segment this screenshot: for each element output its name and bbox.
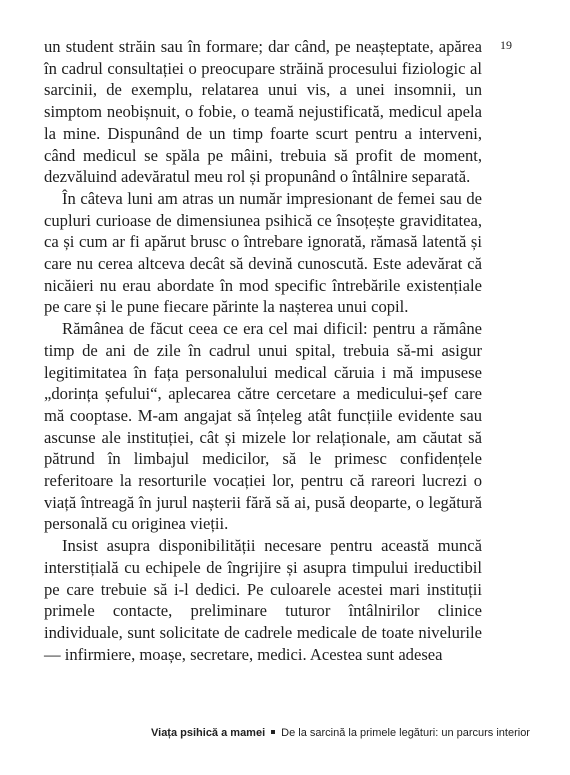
footer-subtitle: De la sarcină la primele legături: un parcurs interior (281, 727, 530, 739)
body-text (44, 36, 482, 665)
paragraph: În câteva luni am atras un număr impresionant de femei sau de cupluri curioase de dimensiunea psihică ce însoțește graviditatea, ca și cum ar fi apărut brusc o întrebare ignorată, rămasă latentă și care nu cerea altceva decât să devină cunoscută. Este adevărat că nicăieri nu erau abordate în mod specific întrebările existențiale pe care și le pune fiecare părinte la nașterea unui copil. (44, 188, 482, 317)
paragraph: Insist asupra disponibilității necesare pentru această muncă interstițială cu echipele de îngrijire și asupra timpului ireductibil pe care trebuie să i-l dedici. Pe culoarele acestei mari instituții primele contacte, preliminare tuturor întâlnirilor clinice individuale, sunt solicitate de cadrele medicale de toate nivelurile — infirmiere, moașe, secretare, medici. Acestea sunt adesea (44, 536, 482, 664)
paragraph: un student străin sau în formare; dar când, pe neașteptate, apărea în cadrul consultației o preocupare străină procesului fiziologic al sarcinii, de exemplu, relatarea unui vis, a unei insomnii, un simptom neobișnuit, o fobie, o teamă nejustificată, medicul apela la mine. Dispunând de un timp foarte scurt pentru a interveni, când medicul se spăla pe mâini, trebuia să profit de moment, dezvăluind adevăratul meu rol și propunând o întâlnire separată. (44, 37, 482, 187)
paragraph: Rămânea de făcut ceea ce era cel mai dificil: pentru a rămâne timp de ani de zile în cadrul unui spital, trebuia să-mi asigur legitimitatea în fața personalului medical căruia i mă impusese „dorința șefului“, aplecarea către cercetare a medicului-șef care mă cooptase. M-am angajat să înțeleg atât funcțiile evidente sau ascunse ale instituției, cât și mizele lor relaționale, am căutat să pătrund în limbajul medicilor, să le primesc confidențele referitoare la resorturile vocației lor, pentru că rareori lucrezi o viață întreagă în jurul nașterii fără să ai, pusă deoparte, o legătură personală cu originea vieții. (44, 319, 482, 534)
separator-bullet-icon (271, 730, 275, 734)
footer-book-title: Viața psihică a mamei (151, 727, 266, 739)
running-footer (151, 727, 530, 739)
page-number: 19 (500, 38, 512, 52)
